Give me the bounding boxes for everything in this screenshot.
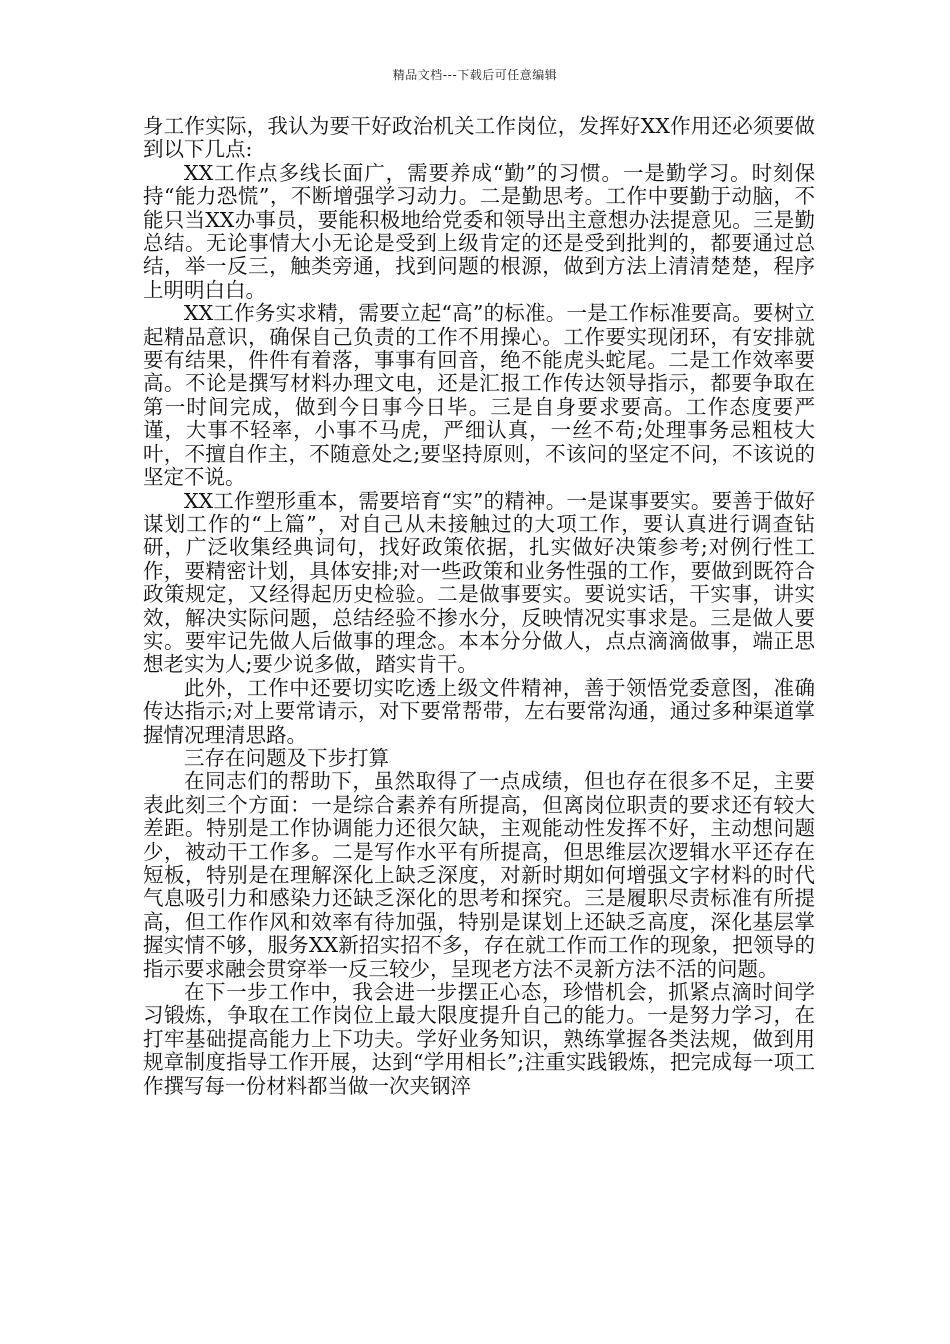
paragraph: 身工作实际，我认为要干好政治机关工作岗位，发挥好XX作用还必须要做到以下几点: [143, 114, 815, 162]
paragraph: XX工作务实求精，需要立起“高”的标准。一是工作标准要高。要树立起精品意识，确保自己负责的工作不用操心。工作要实现闭环，有安排就要有结果，件件有着落，事事有回音，绝不能虎头蛇尾。二是工作效率要高。不论是撰写材料办理文电，还是汇报工作传达领导指示，都要争取在第一时间完成，做到今日事今日毕。三是自身要求要高。工作态度要严谨，大事不轻率，小事不马虎，严细认真，一丝不苟;处理事务忌粗枝大叶，不擅自作主，不随意处之;要坚持原则，不该问的坚定不问，不该说的坚定不说。 [143, 301, 815, 490]
paragraph: 此外，工作中还要切实吃透上级文件精神，善于领悟党委意图，准确传达指示;对上要常请示，对下要常帮带，左右要常沟通，通过多种渠道掌握情况理清思路。 [143, 675, 815, 747]
paragraph: XX工作塑形重本，需要培育“实”的精神。一是谋事要实。要善于做好谋划工作的“上篇”，对自己从未接触过的大项工作，要认真进行调查钻研，广泛收集经典词句，找好政策依据，扎实做好决策参考;对例行性工作，要精密计划，具体安排;对一些政策和业务性强的工作，要做到既符合政策规定，又经得起历史检验。二是做事要实。要说实话，干实事，讲实效，解决实际问题，总结经验不掺水分，反映情况实事求是。三是做人要实。要牢记先做人后做事的理念。本本分分做人，点点滴滴做事，端正思想老实为人;要少说多做，踏实肯干。 [143, 488, 815, 677]
section-heading: 三存在问题及下步打算 [184, 745, 389, 770]
paragraph: 在下一步工作中，我会进一步摆正心态，珍惜机会，抓紧点滴时间学习锻炼，争取在工作岗位上最大限度提升自己的能力。一是努力学习，在打牢基础提高能力上下功夫。学好业务知识，熟练掌握各类法规，做到用规章制度指导工作开展，达到“学用相长”;注重实践锻炼，把完成每一项工作撰写每一份材料都当做一次夹钢淬 [143, 980, 815, 1098]
paragraph: 在同志们的帮助下，虽然取得了一点成绩，但也存在很多不足，主要表此刻三个方面：一是综合素养有所提高，但离岗位职责的要求还有较大差距。特别是工作协调能力还很欠缺，主观能动性发挥不好，主动想问题少，被动干工作多。二是写作水平有所提高，但思维层次逻辑水平还存在短板，特别是在理解深化上缺乏深度，对新时期如何增强文字材料的时代气息吸引力和感染力还缺乏深化的思考和探究。三是履职尽责标准有所提高，但工作作风和效率有待加强，特别是谋划上还缺乏高度，深化基层掌握实情不够，服务XX新招实招不多，存在就工作而工作的现象，把领导的指示要求融会贯穿举一反三较少，呈现老方法不灵新方法不活的问题。 [143, 769, 815, 981]
document-body [143, 115, 815, 1098]
paragraph: XX工作点多线长面广，需要养成“勤”的习惯。一是勤学习。时刻保持“能力恐慌”，不断增强学习动力。二是勤思考。工作中要勤于动脑，不能只当XX办事员，要能积极地给党委和领导出主意想办法提意见。三是勤总结。无论事情大小无论是受到上级肯定的还是受到批判的，都要通过总结，举一反三，触类旁通，找到问题的根源，做到方法上清清楚楚，程序上明明白白。 [143, 160, 815, 302]
page-header: 精品文档---下载后可任意编辑 [392, 68, 558, 82]
